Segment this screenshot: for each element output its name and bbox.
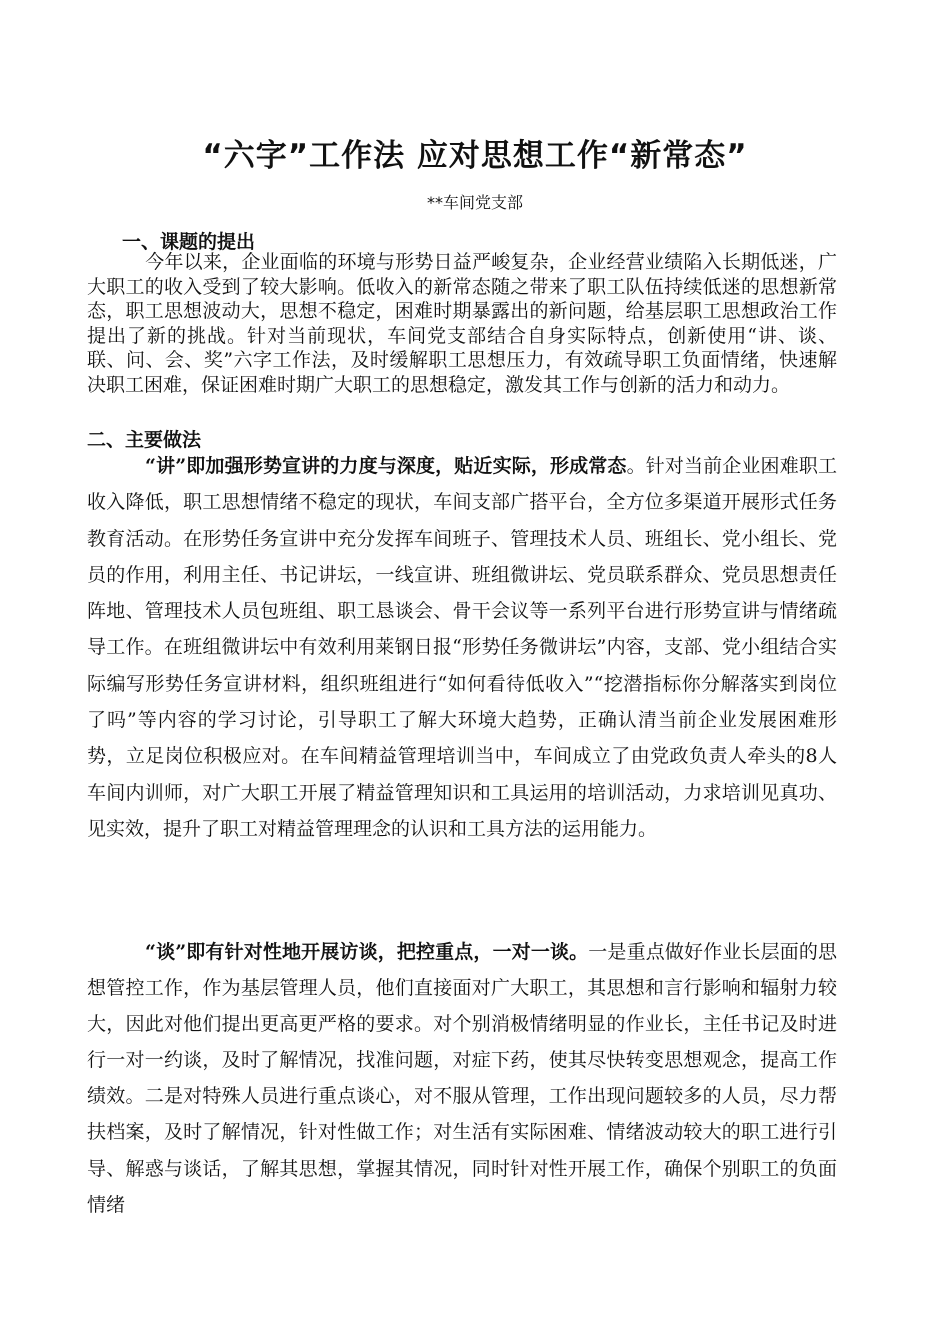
section1-text: 今年以来，企业面临的环境与形势日益严峻复杂，企业经营业绩陷入长期低迷，广大职工的收入受到了较大影响。低收入的新常态随之带来了职工队伍持续低迷的思想新常态，职工思想波动大，思想不稳定，困难时期暴露出的新问题，给基层职工思想政治工作提出了新的挑战。针对当前现状，车间党支部结合自身实际特点，创新使用“讲、谈、联、问、会、奖”六字工作法，及时缓解职工思想压力，有效疏导职工负面情绪，快速解决职工困难，保证困难时期广大职工的思想稳定，激发其工作与创新的活力和动力。 <box>87 251 837 396</box>
jiang-lead: “讲”即加强形势宣讲的力度与深度，贴近实际，形成常态 <box>145 455 627 477</box>
tan-text: 一是重点做好作业长层面的思想管控工作，作为基层管理人员，他们直接面对广大职工，其思想和言行影响和辐射力较大，因此对他们提出更高更严格的要求。对个别消极情绪明显的作业长，主任书记及时进行一对一约谈，及时了解情况，找准问题，对症下药，使其尽快转变思想观念，提高工作绩效。二是对特殊人员进行重点谈心，对不服从管理，工作出现问题较多的人员，尽力帮扶档案，及时了解情况，针对性做工作；对生活有实际困难、情绪波动较大的职工进行引导、解惑与谈话，了解其思想，掌握其情况，同时针对性开展工作，确保个别职工的负面情绪 <box>87 941 837 1216</box>
section1-heading: 一、课题的提出 <box>122 231 256 253</box>
tan-paragraph <box>87 934 837 1223</box>
document-title: “六字”工作法 应对思想工作“新常态” <box>202 138 748 174</box>
document-subtitle: **车间党支部 <box>426 193 523 212</box>
section2-heading: 二、主要做法 <box>87 429 202 451</box>
section1-paragraph <box>87 250 837 397</box>
tan-lead: “谈”即有针对性地开展访谈，把控重点，一对一谈。 <box>145 941 589 963</box>
jiang-text: 。针对当前企业困难职工收入降低，职工思想情绪不稳定的现状，车间支部广搭平台，全方位多渠道开展形式任务教育活动。在形势任务宣讲中充分发挥车间班子、管理技术人员、班组长、党小组长、党员的作用，利用主任、书记讲坛，一线宣讲、班组微讲坛、党员联系群众、党员思想责任阵地、管理技术人员包班组、职工恳谈会、骨干会议等一系列平台进行形势宣讲与情绪疏导工作。在班组微讲坛中有效利用莱钢日报“形势任务微讲坛”内容，支部、党小组结合实际编写形势任务宣讲材料，组织班组进行“如何看待低收入”“挖潜指标你分解落实到岗位了吗”等内容的学习讨论，引导职工了解大环境大趋势，正确认清当前企业发展困难形势，立足岗位积极应对。在车间精益管理培训当中，车间成立了由党政负责人牵头的8人车间内训师，对广大职工开展了精益管理知识和工具运用的培训活动，力求培训见真功、见实效，提升了职工对精益管理理念的认识和工具方法的运用能力。 <box>87 455 837 840</box>
jiang-paragraph <box>87 448 837 847</box>
